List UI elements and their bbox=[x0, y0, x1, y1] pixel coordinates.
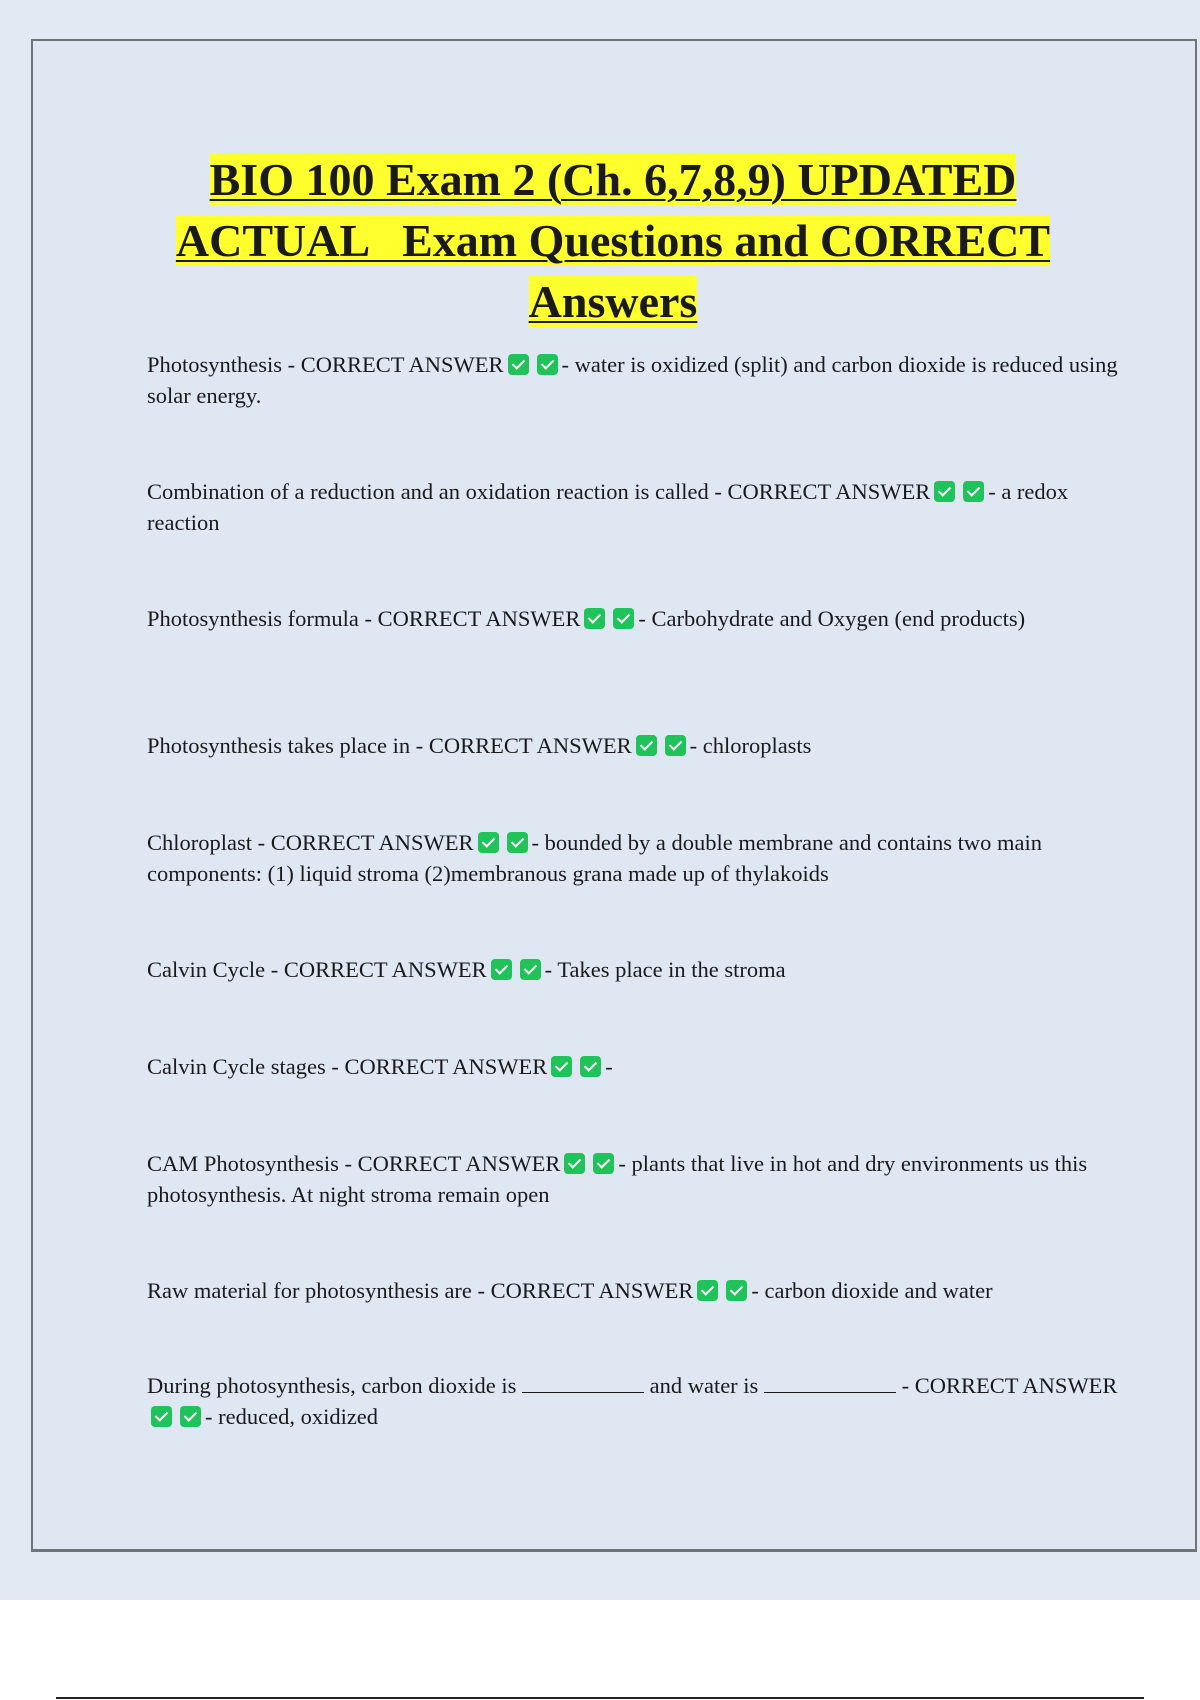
check-icon bbox=[963, 481, 984, 502]
check-icon bbox=[580, 1056, 601, 1077]
correct-answer-label: CORRECT ANSWER bbox=[377, 606, 581, 631]
answer-text: - water is oxidized (split) and carbon dioxide is reduced using solar energy. bbox=[147, 352, 1118, 408]
question-text: Photosynthesis formula - bbox=[147, 606, 378, 631]
question-text: During photosynthesis, carbon dioxide is bbox=[147, 1373, 522, 1398]
check-icon bbox=[508, 354, 529, 375]
check-icon bbox=[697, 1280, 718, 1301]
answer-text: - a redox reaction bbox=[147, 479, 1069, 535]
question-text: and water is bbox=[643, 1373, 764, 1398]
check-icon bbox=[584, 608, 605, 629]
check-icon bbox=[613, 608, 634, 629]
answer-text: - reduced, oxidized bbox=[205, 1404, 379, 1429]
check-icon bbox=[665, 735, 686, 756]
answer-text: - carbon dioxide and water bbox=[751, 1278, 993, 1303]
correct-answer-label: CORRECT ANSWER bbox=[428, 733, 632, 758]
check-icon bbox=[636, 735, 657, 756]
qa-item bbox=[147, 603, 1127, 634]
correct-answer-label: CORRECT ANSWER bbox=[357, 1151, 561, 1176]
document-page bbox=[31, 39, 1197, 1552]
correct-answer-label: CORRECT ANSWER bbox=[283, 957, 487, 982]
correct-answer-label: CORRECT ANSWER bbox=[270, 830, 474, 855]
qa-item bbox=[147, 476, 1127, 538]
check-icon bbox=[593, 1153, 614, 1174]
check-icon bbox=[551, 1056, 572, 1077]
document-title bbox=[103, 149, 1123, 332]
qa-item bbox=[147, 730, 1127, 761]
answer-text: - chloroplasts bbox=[689, 733, 812, 758]
question-text: Calvin Cycle stages - bbox=[147, 1054, 345, 1079]
title-line-3: Answers bbox=[528, 276, 698, 327]
check-icon bbox=[726, 1280, 747, 1301]
qa-item bbox=[147, 1148, 1127, 1210]
check-icon bbox=[180, 1406, 201, 1427]
correct-answer-label: CORRECT ANSWER bbox=[300, 352, 504, 377]
check-icon bbox=[151, 1406, 172, 1427]
qa-item bbox=[147, 1051, 1127, 1082]
qa-item bbox=[147, 1275, 1127, 1306]
answer-text: - plants that live in hot and dry environments us this photosynthesis. At night stroma remain open bbox=[147, 1151, 1088, 1207]
answer-text: - bounded by a double membrane and contains two main components: (1) liquid stroma (2)membranous grana made up of thylakoids bbox=[147, 830, 1042, 886]
question-text: Combination of a reduction and an oxidation reaction is called - bbox=[147, 479, 728, 504]
check-icon bbox=[520, 959, 541, 980]
check-icon bbox=[564, 1153, 585, 1174]
answer-text: - Takes place in the stroma bbox=[544, 957, 786, 982]
question-text: Chloroplast - bbox=[147, 830, 271, 855]
question-text: Calvin Cycle - bbox=[147, 957, 284, 982]
title-line-1: BIO 100 Exam 2 (Ch. 6,7,8,9) UPDATED bbox=[209, 154, 1017, 205]
check-icon bbox=[537, 354, 558, 375]
answer-text: - bbox=[605, 1054, 613, 1079]
question-text: Photosynthesis takes place in - bbox=[147, 733, 429, 758]
qa-item bbox=[147, 954, 1127, 985]
page-divider bbox=[56, 1697, 1144, 1699]
title-line-2: ACTUAL Exam Questions and CORRECT bbox=[175, 215, 1051, 266]
check-icon bbox=[507, 832, 528, 853]
question-text: Photosynthesis - bbox=[147, 352, 301, 377]
correct-answer-label: CORRECT ANSWER bbox=[490, 1278, 694, 1303]
correct-answer-label: CORRECT ANSWER bbox=[914, 1373, 1118, 1398]
question-text: Raw material for photosynthesis are - bbox=[147, 1278, 491, 1303]
check-icon bbox=[478, 832, 499, 853]
fill-in-blank bbox=[764, 1372, 896, 1393]
qa-item bbox=[147, 1370, 1127, 1432]
qa-item bbox=[147, 349, 1127, 411]
question-text: - bbox=[895, 1373, 915, 1398]
check-icon bbox=[934, 481, 955, 502]
correct-answer-label: CORRECT ANSWER bbox=[727, 479, 931, 504]
qa-item bbox=[147, 827, 1127, 889]
answer-text: - Carbohydrate and Oxygen (end products) bbox=[638, 606, 1026, 631]
correct-answer-label: CORRECT ANSWER bbox=[344, 1054, 548, 1079]
check-icon bbox=[491, 959, 512, 980]
fill-in-blank bbox=[522, 1372, 644, 1393]
question-text: CAM Photosynthesis - bbox=[147, 1151, 358, 1176]
